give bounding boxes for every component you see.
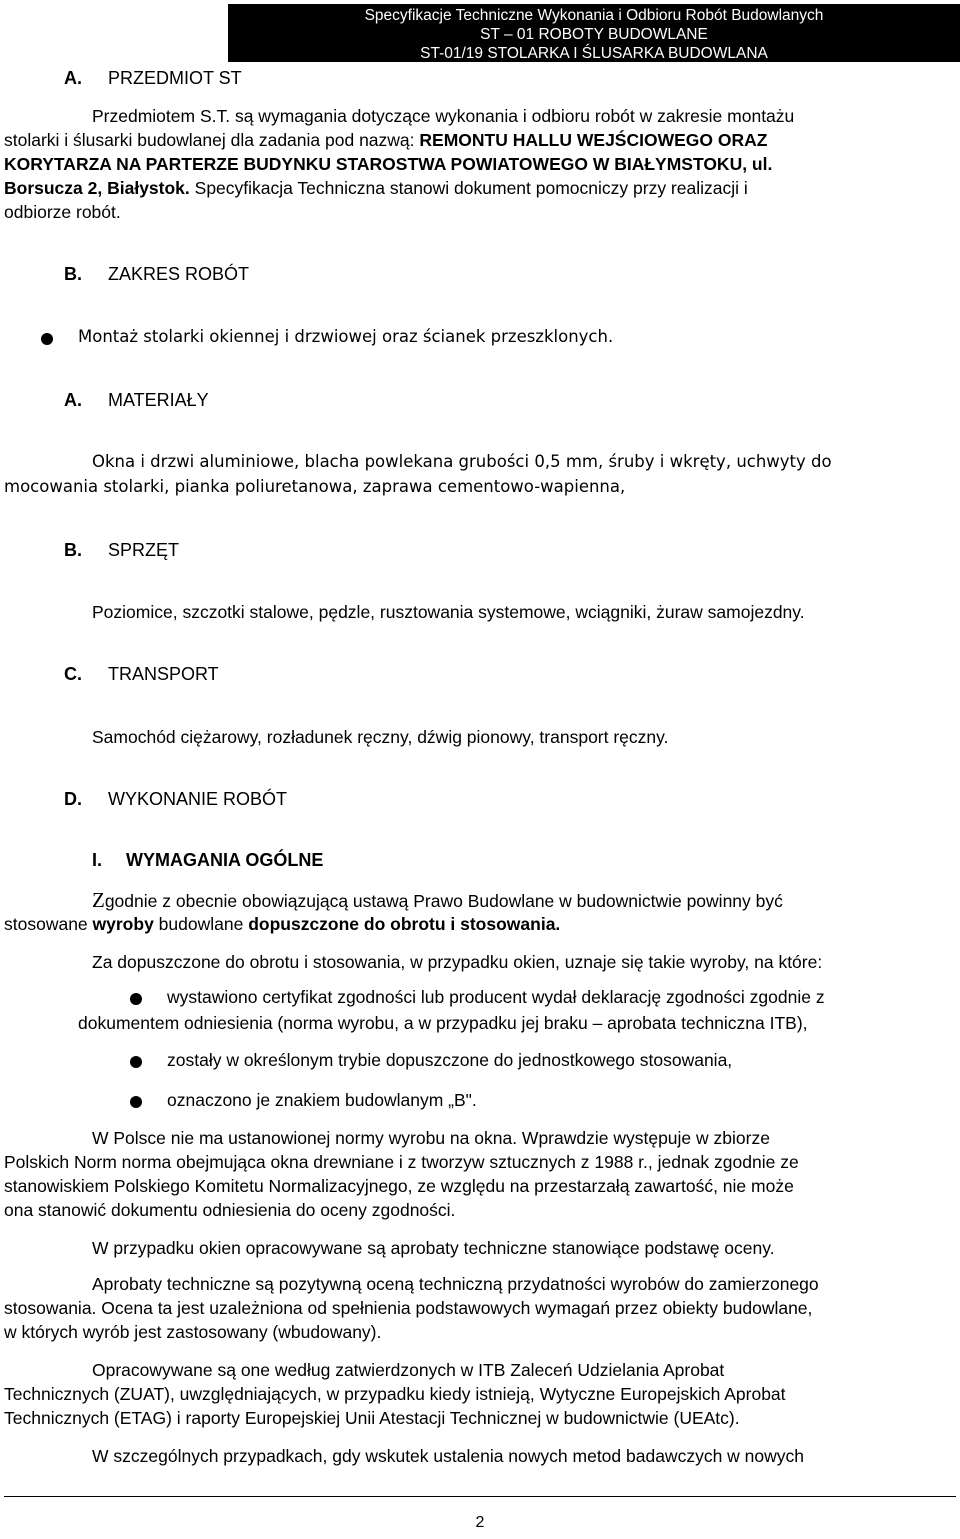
heading-label: B. — [64, 264, 82, 284]
p6-line-3: Technicznych (ETAG) i raporty Europejskiej Unii Atestacji Technicznej w budownictwie (UEAtc). — [4, 1408, 740, 1428]
header-line-3: ST-01/19 STOLARKA I ŚLUSARKA BUDOWLANA — [420, 45, 768, 62]
heading-label: C. — [64, 664, 82, 684]
heading-title: TRANSPORT — [108, 664, 219, 684]
bullet-icon — [130, 993, 142, 1005]
heading-title: WYMAGANIA OGÓLNE — [126, 850, 324, 870]
heading-label: I. — [92, 850, 103, 870]
p3-line-2: Polskich Norm norma obejmująca okna drewniane i z tworzyw sztucznych z 1988 r., jednak zgodnie ze — [4, 1152, 799, 1172]
p1-bold-phrase: dopuszczone do obrotu i stosowania. — [248, 914, 561, 934]
heading-label: B. — [64, 540, 82, 560]
p2-text: Za dopuszczone do obrotu i stosowania, w przypadku okien, uznaje się takie wyroby, na które: — [92, 952, 823, 972]
p1-bold-word: wyroby — [92, 914, 154, 934]
project-address: Borsucza 2, Białystok. — [4, 178, 190, 198]
sprzet-text: Poziomice, szczotki stalowe, pędzle, rusztowania systemowe, wciągniki, żuraw samojezdny. — [92, 602, 805, 622]
bullet-icon — [130, 1096, 142, 1108]
p3-line-3: stanowiskiem Polskiego Komitetu Normalizacyjnego, ze względu na przestarzałą zawartość, nie może — [4, 1176, 794, 1196]
p1-line-1 — [92, 888, 783, 913]
intro-line-4 — [4, 178, 748, 199]
p7-text: W szczególnych przypadkach, gdy wskutek ustalenia nowych metod badawczych w nowych — [92, 1446, 805, 1466]
drop-letter: Z — [92, 888, 105, 912]
p4-text: W przypadku okien opracowywane są aprobaty techniczne stanowiące podstawę oceny. — [92, 1238, 775, 1258]
intro-line-1: Przedmiotem S.T. są wymagania dotyczące wykonania i odbioru robót w zakresie montażu — [92, 106, 795, 126]
heading-zakres — [64, 264, 249, 285]
bullet-3: oznaczono je znakiem budowlanym „B". — [167, 1090, 477, 1110]
heading-label: D. — [64, 789, 82, 809]
p1-line-2 — [4, 914, 560, 935]
page-number: 2 — [475, 1514, 485, 1531]
heading-label: A. — [64, 390, 82, 410]
p1-text: budowlane — [153, 914, 249, 934]
p1-text: stosowane — [4, 914, 93, 934]
heading-transport — [64, 664, 219, 685]
zakres-item: Montaż stolarki okiennej i drzwiowej oraz ścianek przeszklonych. — [78, 327, 614, 346]
bullet-icon — [130, 1056, 142, 1068]
heading-przedmiot — [64, 68, 242, 89]
materialy-line-2: mocowania stolarki, pianka poliuretanowa, zaprawa cementowo-wapienna, — [4, 477, 626, 496]
project-name-part-1: REMONTU HALLU WEJŚCIOWEGO ORAZ — [419, 130, 768, 150]
intro-text: stolarki i ślusarki budowlanej dla zadania pod nazwą: — [4, 130, 420, 150]
bullet-icon — [41, 333, 53, 345]
running-header — [228, 4, 960, 62]
intro-line-2 — [4, 130, 767, 151]
p6-line-1: Opracowywane są one według zatwierdzonych w ITB Zaleceń Udzielania Aprobat — [92, 1360, 725, 1380]
bullet-1-line-2: dokumentem odniesienia (norma wyrobu, a w przypadku jej braku – aprobata techniczna ITB), — [78, 1013, 808, 1033]
heading-wykonanie — [64, 789, 287, 810]
p6-line-2: Technicznych (ZUAT), uwzględniających, w przypadku kiedy istnieją, Wytyczne Europejskich Aprobat — [4, 1384, 786, 1404]
p5-line-1: Aprobaty techniczne są pozytywną oceną techniczną przydatności wyrobów do zamierzonego — [92, 1274, 819, 1294]
heading-label: A. — [64, 68, 82, 88]
heading-title: WYKONANIE ROBÓT — [108, 789, 288, 809]
p5-line-3: w których wyrób jest zastosowany (wbudowany). — [4, 1322, 382, 1342]
header-line-1: Specyfikacje Techniczne Wykonania i Odbioru Robót Budowlanych — [364, 7, 824, 24]
materialy-line-1: Okna i drzwi aluminiowe, blacha powlekana grubości 0,5 mm, śruby i wkręty, uchwyty do — [92, 452, 832, 471]
intro-line-5: odbiorze robót. — [4, 202, 121, 222]
heading-sprzet — [64, 540, 179, 561]
p3-line-4: ona stanowić dokumentu odniesienia do oceny zgodności. — [4, 1200, 456, 1220]
bullet-1-line-1: wystawiono certyfikat zgodności lub producent wydał deklarację zgodności zgodnie z — [167, 987, 825, 1007]
heading-title: ZAKRES ROBÓT — [108, 264, 250, 284]
bullet-2: zostały w określonym trybie dopuszczone do jednostkowego stosowania, — [167, 1050, 733, 1070]
footer-divider — [4, 1496, 956, 1497]
header-line-2: ST – 01 ROBOTY BUDOWLANE — [480, 26, 708, 43]
heading-title: SPRZĘT — [108, 540, 180, 560]
p3-line-1: W Polsce nie ma ustanowionej normy wyrobu na okna. Wprawdzie występuje w zbiorze — [92, 1128, 770, 1148]
transport-text: Samochód ciężarowy, rozładunek ręczny, dźwig pionowy, transport ręczny. — [92, 727, 669, 747]
heading-materialy — [64, 390, 209, 411]
p1-text: godnie z obecnie obowiązującą ustawą Prawo Budowlane w budownictwie powinny być — [104, 891, 783, 911]
heading-title: PRZEDMIOT ST — [108, 68, 242, 88]
heading-wymagania — [92, 850, 323, 871]
intro-text: Specyfikacja Techniczna stanowi dokument pomocniczy przy realizacji i — [189, 178, 748, 198]
project-name-part-2: KORYTARZA NA PARTERZE BUDYNKU STAROSTWA POWIATOWEGO W BIAŁYMSTOKU, ul. — [4, 154, 773, 174]
p5-line-2: stosowania. Ocena ta jest uzależniona od spełnienia podstawowych wymagań przez obiekty budowlane, — [4, 1298, 813, 1318]
heading-title: MATERIAŁY — [108, 390, 209, 410]
